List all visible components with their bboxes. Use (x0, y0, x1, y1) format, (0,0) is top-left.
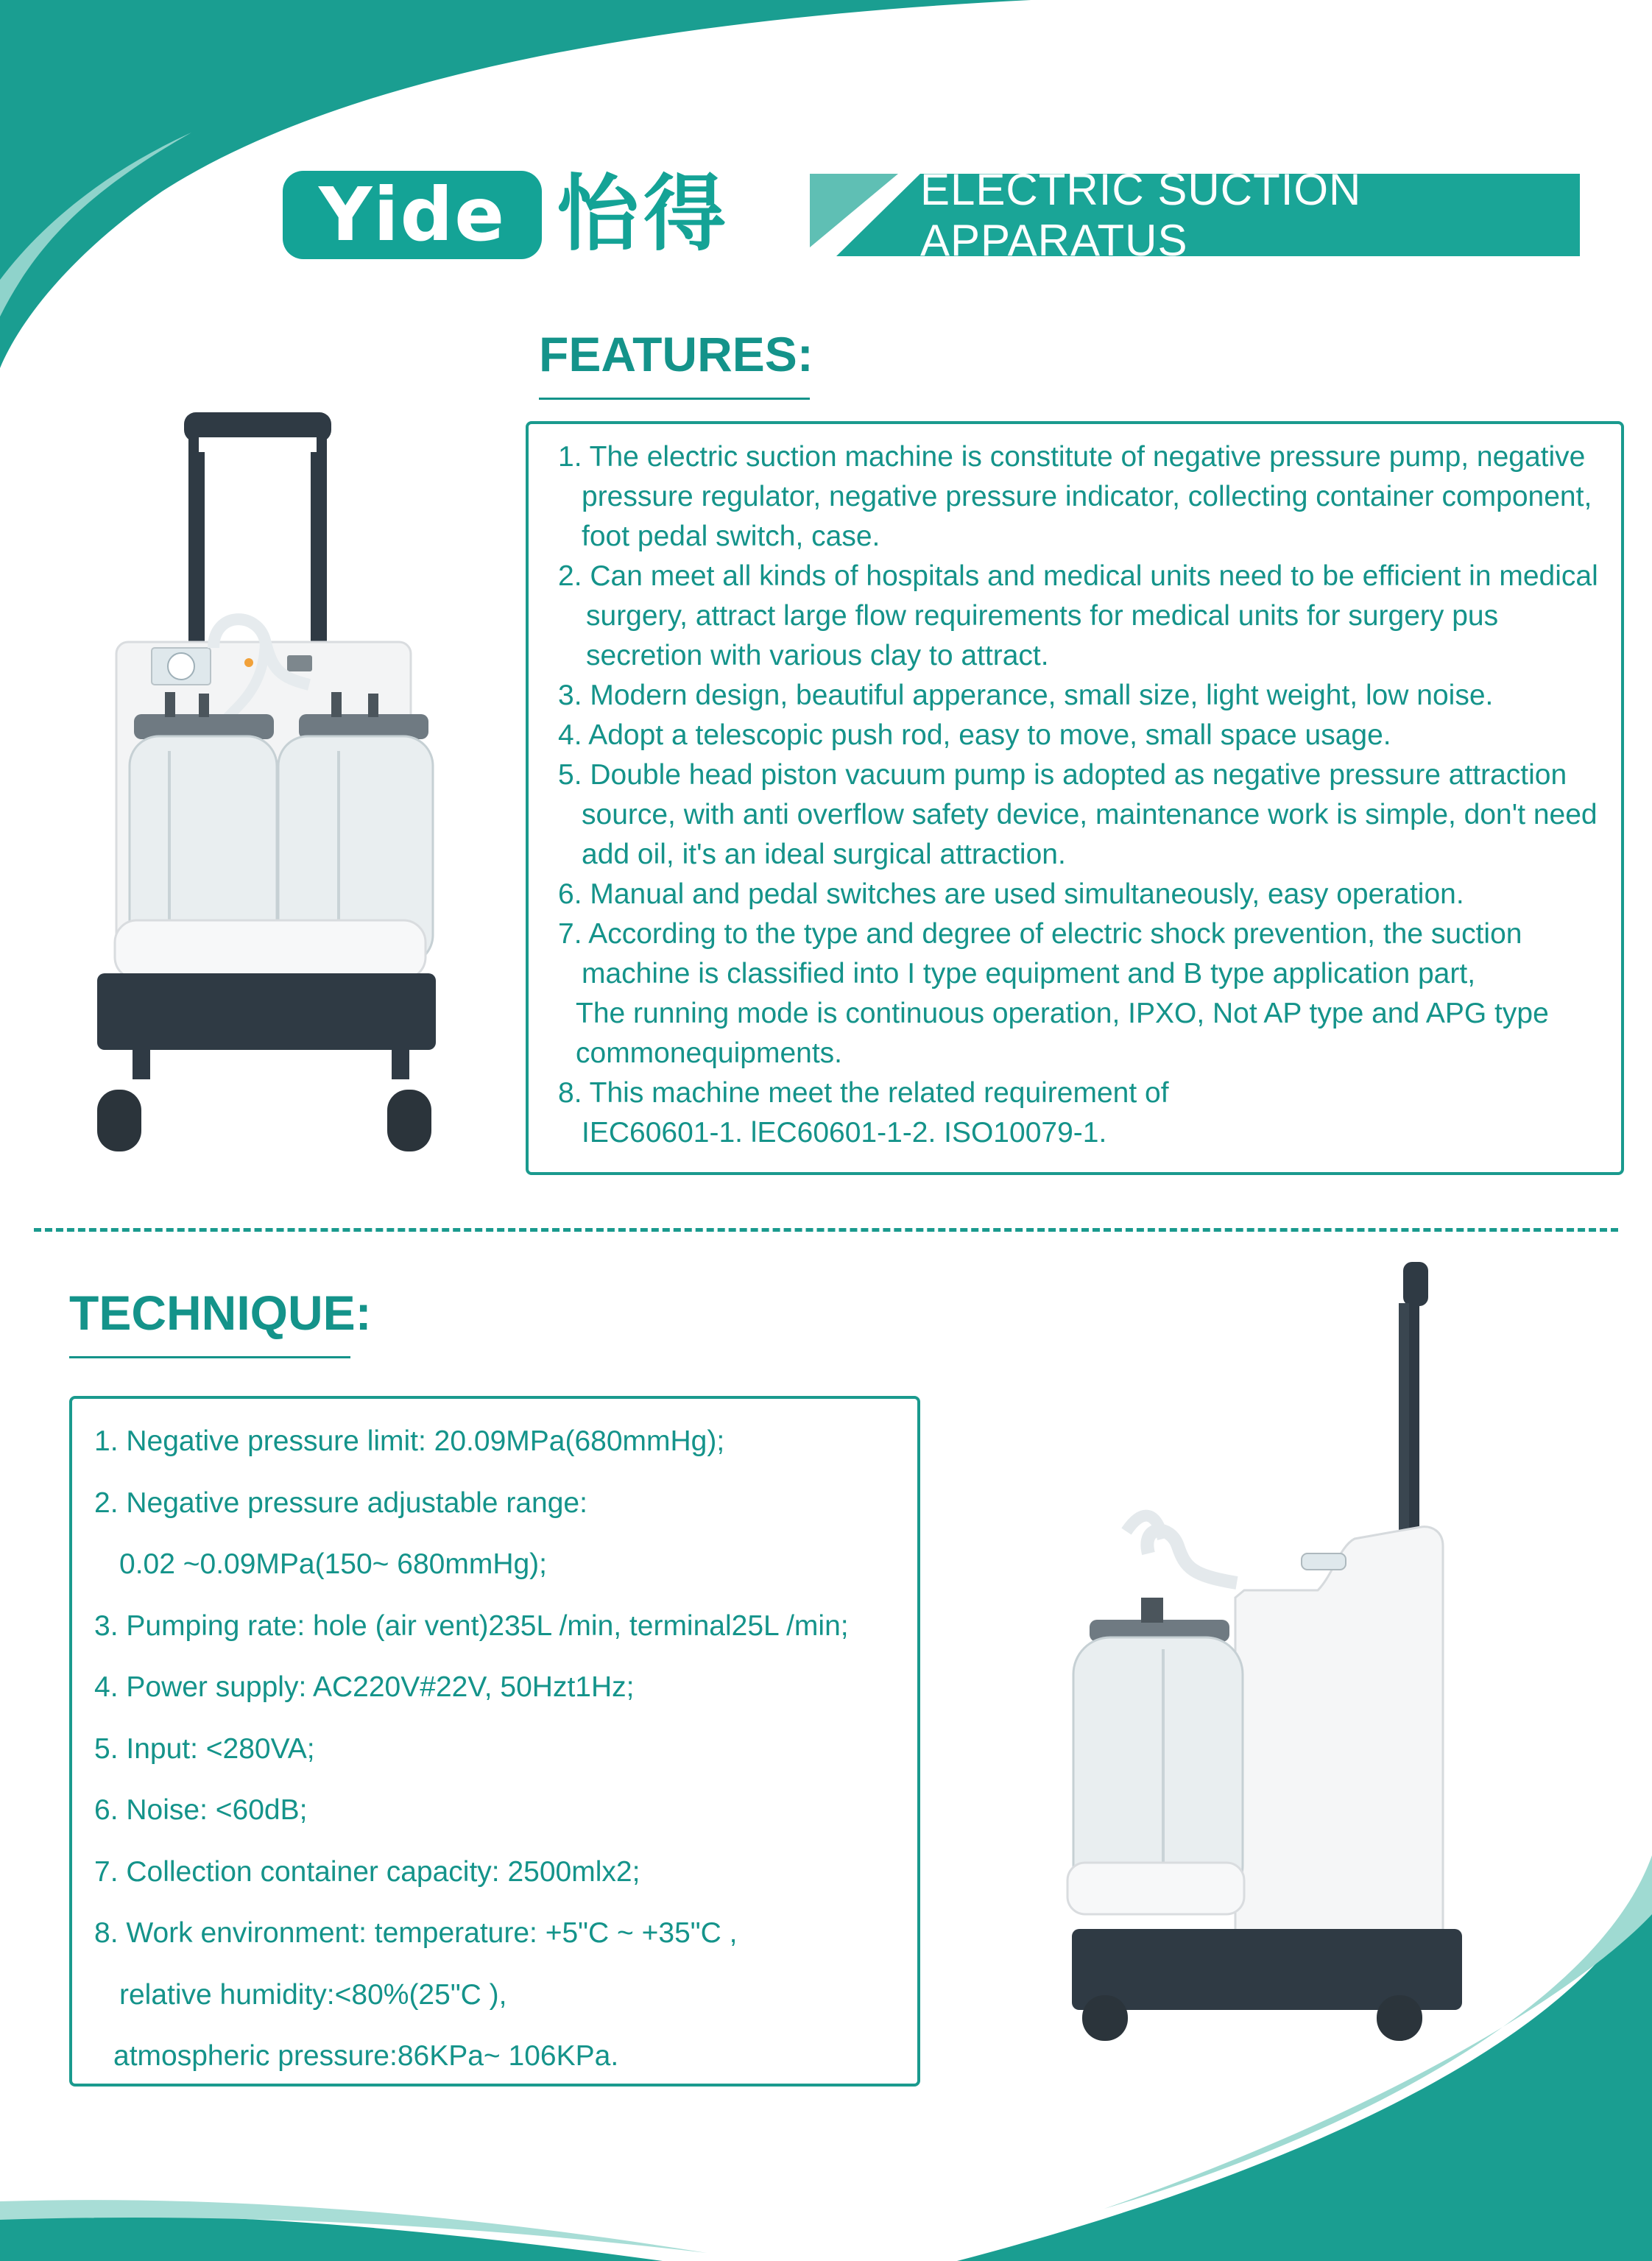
features-list (558, 437, 1603, 1153)
features-line: machine is classified into I type equipment and B type application part, (582, 958, 1476, 990)
features-line: The running mode is continuous operation, IPXO, Not AP type and APG type (576, 998, 1549, 1029)
technique-line: 2. Negative pressure adjustable range: (94, 1486, 587, 1519)
brand-logo-text: Yide (318, 172, 506, 258)
technique-line: 7. Collection container capacity: 2500mlx2; (94, 1855, 640, 1888)
brand-logo-chinese: 怡得 (557, 166, 730, 262)
features-line: 2. Can meet all kinds of hospitals and medical units need to be efficient in medical (558, 560, 1598, 592)
technique-line: 0.02 ~0.09MPa(150~ 680mmHg); (119, 1548, 548, 1580)
features-line: secretion with various clay to attract. (586, 640, 1049, 671)
features-heading-underline (539, 398, 810, 400)
features-line: add oil, it's an ideal surgical attraction. (582, 839, 1066, 870)
technique-line: 6. Noise: <60dB; (94, 1794, 308, 1826)
features-heading: FEATURES: (539, 327, 813, 381)
product-title: ELECTRIC SUCTION APPARATUS (920, 165, 1362, 265)
features-line: 5. Double head piston vacuum pump is adopted as negative pressure attraction (558, 759, 1567, 791)
technique-line: 4. Power supply: AC220V#22V, 50Hzt1Hz; (94, 1671, 635, 1703)
section-divider (34, 1228, 1618, 1232)
technique-line: 5. Input: <280VA; (94, 1732, 315, 1765)
features-line: 1. The electric suction machine is constitute of negative pressure pump, negative (558, 441, 1586, 473)
features-line: 6. Manual and pedal switches are used simultaneously, easy operation. (558, 878, 1464, 910)
technique-list (94, 1411, 903, 2087)
technique-heading: TECHNIQUE: (69, 1285, 372, 1340)
features-line: 8. This machine meet the related requirement of (558, 1077, 1169, 1109)
technique-line: atmospheric pressure:86KPa~ 106KPa. (113, 2040, 619, 2072)
features-line: 3. Modern design, beautiful apperance, small size, light weight, low noise. (558, 680, 1494, 711)
technique-line: relative humidity:<80%(25"C ), (119, 1978, 507, 2011)
technique-line: 3. Pumping rate: hole (air vent)235L /min, terminal25L /min; (94, 1609, 849, 1642)
product-image-front (88, 405, 449, 1163)
product-title-banner (810, 165, 1580, 265)
features-line: surgery, attract large flow requirements for medical units for surgery pus (586, 600, 1499, 632)
brand-logo (283, 171, 542, 259)
features-line: commonequipments. (576, 1037, 843, 1069)
technique-line: 8. Work environment: temperature: +5"C ~ +35"C , (94, 1917, 738, 1949)
technique-heading-underline (69, 1356, 350, 1358)
features-line: foot pedal switch, case. (582, 521, 880, 552)
features-line: pressure regulator, negative pressure indicator, collecting container component, (582, 481, 1592, 512)
features-line: source, with anti overflow safety device, maintenance work is simple, don't need (582, 799, 1598, 830)
features-box (526, 421, 1624, 1175)
technique-box (69, 1396, 920, 2087)
features-line: 7. According to the type and degree of electric shock prevention, the suction (558, 918, 1522, 950)
features-line: IEC60601-1. lEC60601-1-2. ISO10079-1. (582, 1117, 1107, 1149)
banner-slash-decoration (810, 174, 920, 256)
product-image-side (1060, 1252, 1472, 2047)
technique-line: 1. Negative pressure limit: 20.09MPa(680mmHg); (94, 1425, 725, 1457)
features-line: 4. Adopt a telescopic push rod, easy to move, small space usage. (558, 719, 1391, 751)
